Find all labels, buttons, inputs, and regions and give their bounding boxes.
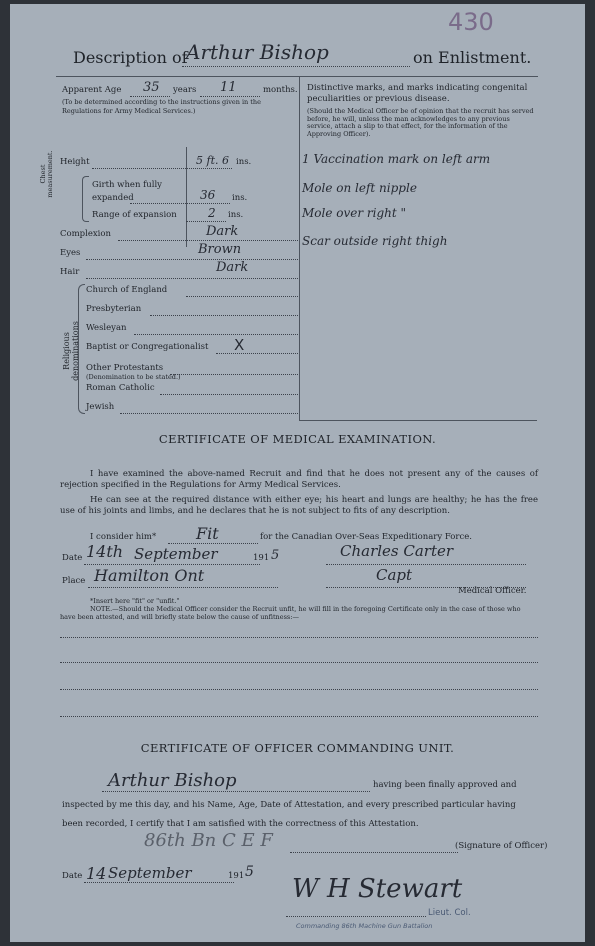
mark-entry-2: Mole on left nipple — [302, 181, 417, 195]
complexion-label: Complexion — [60, 229, 111, 239]
medical-date-day: 14th — [86, 542, 124, 561]
commanding-date-dotline — [84, 882, 234, 883]
insert-note: *Insert here "fit" or "unfit." — [90, 597, 180, 605]
age-months-value: 11 — [220, 80, 237, 95]
religion-baptist: Baptist or Congregationalist — [86, 342, 209, 352]
commanding-text-1: having been finally approved and — [373, 780, 517, 790]
months-dotline — [200, 96, 260, 97]
girth-unit: ins. — [232, 193, 248, 203]
commanding-officer-signature: W H Stewart — [292, 874, 463, 904]
religion-dotline-5 — [160, 394, 298, 395]
commanding-year-suffix: 5 — [245, 864, 254, 880]
stamp-dotline — [286, 916, 426, 917]
unfit-line-2 — [60, 662, 538, 663]
medical-date-dotline — [84, 564, 260, 565]
religion-dotline-1 — [150, 315, 298, 316]
religion-baptist-mark: X — [234, 336, 245, 354]
hair-dotline — [86, 278, 298, 279]
column-divider — [299, 76, 300, 420]
complexion-value: Dark — [206, 224, 239, 239]
marks-note: (Should the Medical Officer be of opinion that the recruit has served before, he will, unless the man acknowledges to any previous service, attach a slip to that effect, for the information of the Approving Officer). — [307, 107, 534, 138]
chest-brace — [82, 176, 89, 222]
medical-year-suffix: 5 — [271, 548, 280, 563]
commanding-heading: CERTIFICATE OF OFFICER COMMANDING UNIT. — [140, 741, 455, 755]
religion-wesleyan: Wesleyan — [86, 323, 127, 333]
stamp-rank: Lieut. Col. — [428, 908, 471, 918]
religion-group-label: Religious denominations — [62, 321, 80, 381]
commanding-date-label: Date — [62, 871, 83, 881]
hair-value: Dark — [216, 260, 249, 275]
medical-heading: CERTIFICATE OF MEDICAL EXAMINATION. — [158, 432, 437, 446]
religion-presbyterian: Presbyterian — [86, 304, 142, 314]
consider-value: Fit — [196, 524, 219, 543]
eyes-value: Brown — [198, 242, 242, 257]
girth-label: Girth when fully expanded — [92, 180, 162, 203]
height-label: Height — [60, 157, 90, 167]
height-dotline — [92, 168, 232, 169]
commanding-text-2: inspected by me this day, and his Name, Age, Date of Attestation, and every prescribed particular having — [62, 800, 516, 810]
religion-jewish: Jewish — [86, 402, 115, 412]
commanding-extra-handwriting: 86th Bn C E F — [144, 830, 273, 851]
height-value: 5 ft. 6 — [196, 154, 229, 167]
girth-dotline — [130, 203, 230, 204]
unfit-line-4 — [60, 716, 538, 717]
commanding-year-prefix: 191 — [228, 871, 245, 881]
range-label: Range of expansion — [92, 210, 177, 220]
consider-prefix: I consider him* — [90, 532, 157, 542]
form-title-prefix: Description of — [73, 48, 188, 67]
section-bottom-rule — [299, 420, 537, 421]
medical-date-label: Date — [62, 553, 83, 563]
mark-entry-1: 1 Vaccination mark on left arm — [302, 152, 491, 166]
medical-place-dotline — [88, 587, 278, 588]
consider-dotline — [168, 543, 258, 544]
stamp-unit: Commanding 86th Machine Gun Battalion — [296, 922, 433, 930]
medical-officer-title: Medical Officer. — [458, 586, 527, 596]
commanding-recruit-name: Arthur Bishop — [108, 770, 237, 791]
range-value: 2 — [208, 206, 216, 220]
girth-value: 36 — [200, 188, 216, 202]
commanding-date-day: 14 — [86, 864, 107, 883]
mark-entry-4: Scar outside right thigh — [302, 234, 448, 248]
title-dotline — [182, 66, 410, 67]
marks-heading: Distinctive marks, and marks indicating congenital peculiarities or previous disease. — [307, 83, 528, 104]
hair-label: Hair — [60, 267, 80, 277]
form-title-suffix: on Enlistment. — [413, 48, 532, 67]
stamp-number: 430 — [448, 8, 494, 36]
age-years-value: 35 — [143, 80, 160, 95]
eyes-label: Eyes — [60, 248, 81, 258]
unfit-note: NOTE.—Should the Medical Officer consider the Recruit unfit, he will fill in the foregoing Certificate only in the case of those who have been attested, and will briefly state below the cause of unfitness:— — [60, 605, 521, 621]
document-page — [10, 4, 585, 942]
age-note: (To be determined according to the instructions given in the Regulations for Army Medical Services.) — [62, 98, 261, 115]
eyes-dotline — [86, 259, 298, 260]
complexion-dotline — [118, 240, 298, 241]
age-months-label: months. — [263, 85, 298, 95]
unfit-line-3 — [60, 689, 538, 690]
chest-group-label: Chest measurement. — [39, 150, 54, 198]
medical-officer-signature: Charles Carter — [340, 542, 454, 560]
religion-other-note: (Denomination to be stated.) — [86, 373, 181, 381]
religion-roman-catholic: Roman Catholic — [86, 383, 155, 393]
recruit-name: Arthur Bishop — [186, 40, 329, 64]
medical-date-month: September — [134, 545, 218, 563]
commanding-date-month: September — [108, 864, 192, 882]
religion-dotline-6 — [120, 413, 298, 414]
mark-entry-3: Mole over right " — [302, 206, 407, 220]
religion-church-of-england: Church of England — [86, 285, 168, 295]
header-rule — [56, 76, 538, 77]
medical-para-2: He can see at the required distance with either eye; his heart and lungs are healthy; he has the free use of his joints and limbs, and he declares that he is not subject to fits of any description. — [60, 495, 538, 516]
range-dotline — [186, 221, 226, 222]
age-label: Apparent Age — [62, 85, 122, 95]
religion-dotline-3 — [216, 353, 298, 354]
medical-year-prefix: 191 — [253, 553, 270, 563]
religion-other-protestants: Other Protestants — [86, 363, 164, 373]
commanding-name-dotline — [102, 791, 370, 792]
religion-dotline-2 — [134, 334, 298, 335]
age-dotline — [130, 96, 170, 97]
age-years-label: years — [173, 85, 197, 95]
officer-sig-dotline — [326, 564, 526, 565]
commanding-sig-dotline — [290, 852, 458, 853]
consider-suffix: for the Canadian Over-Seas Expeditionary Force. — [260, 532, 472, 542]
religion-brace — [78, 284, 85, 414]
religion-dotline-4 — [170, 374, 298, 375]
medical-place-value: Hamilton Ont — [94, 566, 205, 585]
commanding-signature-label: (Signature of Officer) — [455, 841, 548, 851]
unfit-line-1 — [60, 637, 538, 638]
range-unit: ins. — [228, 210, 244, 220]
religion-dotline-0 — [186, 296, 298, 297]
commanding-text-3: been recorded, I certify that I am satisfied with the correctness of this Attestation. — [62, 819, 419, 829]
medical-para-1: I have examined the above-named Recruit and find that he does not present any of the causes of rejection specified in the Regulations for Army Medical Services. — [60, 469, 538, 490]
medical-officer-rank: Capt — [376, 566, 413, 584]
height-unit: ins. — [236, 157, 252, 167]
medical-place-label: Place — [62, 576, 86, 586]
